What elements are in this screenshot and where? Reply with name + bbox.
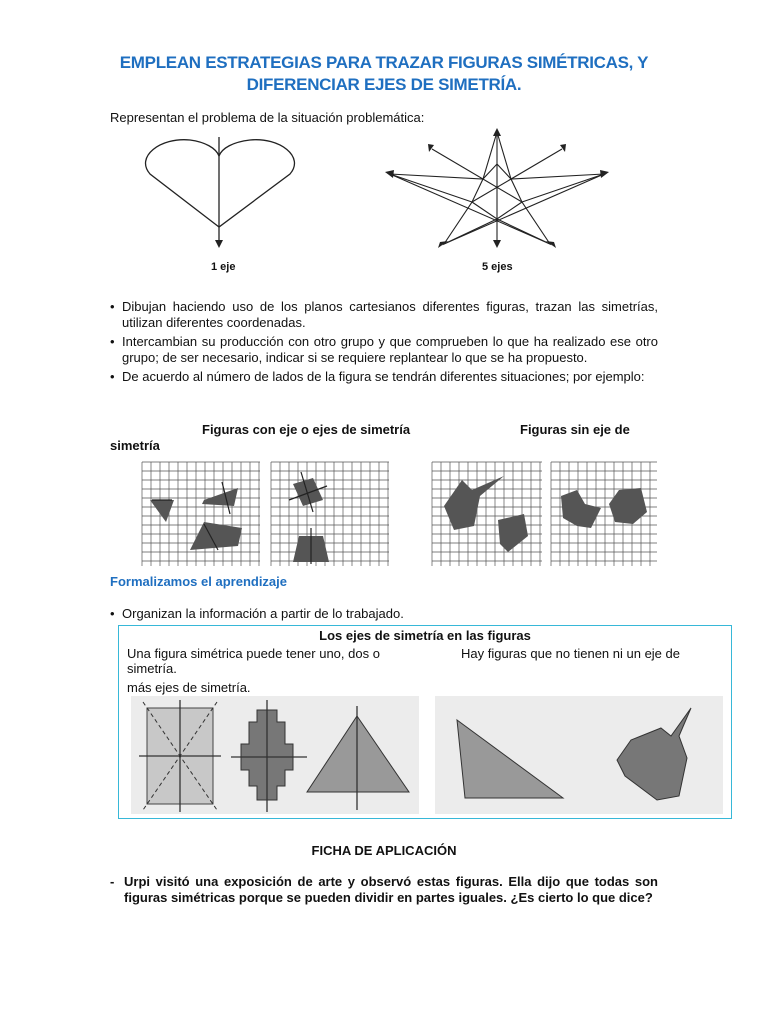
star-axis-left [390, 174, 550, 244]
figures-without-axes-heading: Figuras sin eje de [520, 422, 630, 437]
bullet-item: • Dibujan haciendo uso de los planos cartesianos diferentes figuras, trazan las simetrías, utilizan diferentes coordenadas. [110, 299, 658, 331]
ficha-title: FICHA DE APLICACIÓN [311, 843, 457, 858]
intro-text: Representan el problema de la situación problemática: [110, 110, 425, 125]
asymmetric-shapes-panel [435, 696, 723, 814]
star-arrow-bottom [493, 240, 501, 248]
page-title-line1: EMPLEAN ESTRATEGIAS PARA TRAZAR FIGURAS SIMÉTRICAS, Y [119, 53, 649, 72]
star-axis-up-left [432, 149, 522, 202]
symmetry-summary-box [118, 625, 732, 819]
star-arrow-top [493, 128, 501, 136]
heart-axis-label: 1 eje [211, 261, 236, 273]
star-figure [372, 124, 622, 254]
star-arrow-up-right [560, 144, 566, 152]
star-axis-label: 5 ejes [482, 261, 513, 273]
box-left-line2: más ejes de simetría. [127, 680, 251, 695]
figures-with-axes-heading-cont: simetría [110, 438, 160, 453]
star-axis-up-right [472, 149, 562, 202]
grid-symmetric-2 [271, 462, 389, 566]
star-arrow-down-right [546, 241, 556, 248]
ficha-question: - Urpi visitó una exposición de arte y observó estas figuras. Ella dijo que todas son figuras simétricas porque se pueden dividir en partes iguales. ¿Es cierto lo que dice? [110, 874, 658, 906]
heart-shape [146, 140, 295, 227]
figures-with-axes-heading: Figuras con eje o ejes de simetría [202, 422, 411, 437]
page-title-line2: DIFERENCIAR EJES DE SIMETRÍA. [246, 75, 522, 94]
star-arrow-down-left [438, 241, 448, 248]
page-title [0, 52, 768, 96]
grid-asymmetric-1 [432, 462, 542, 566]
formalize-title: Formalizamos el aprendizaje [110, 574, 288, 589]
star-arrow-left [385, 170, 394, 178]
star-arrow-right [600, 170, 609, 178]
organize-bullet: • Organizan la información a partir de lo trabajado. [110, 606, 404, 621]
heart-figure [140, 132, 300, 257]
heart-axis-arrow [215, 240, 223, 248]
bullet-item: • De acuerdo al número de lados de la figura se tendrán diferentes situaciones; por ejemplo: [110, 369, 658, 385]
box-right-text: Hay figuras que no tienen ni un eje de [461, 646, 680, 661]
symmetric-shapes-panel [131, 696, 419, 814]
star-axis-right [444, 174, 604, 244]
grid-asymmetric-2 [551, 462, 657, 566]
box-title: Los ejes de simetría en las figuras [319, 628, 531, 643]
bullet-list [110, 299, 658, 388]
box-left-line1: Una figura simétrica puede tener uno, dos o simetría. [127, 646, 380, 676]
box-left-text [127, 646, 417, 695]
star-arrow-up-left [428, 144, 434, 152]
grid-symmetric-1 [142, 462, 260, 566]
bullet-item: • Intercambian su producción con otro grupo y que comprueben lo que ha realizado ese otro grupo; de ser necesario, indicar si se requiere replantear lo que se ha propuesto. [110, 334, 658, 366]
